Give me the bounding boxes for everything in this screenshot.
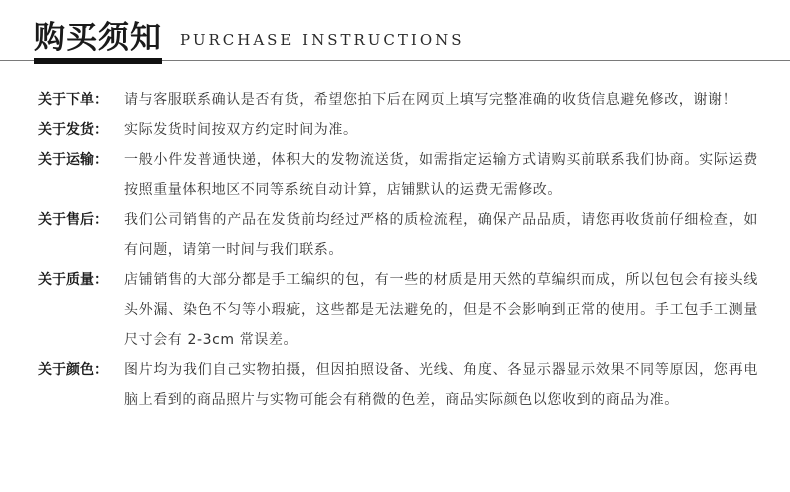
instruction-order	[38, 85, 758, 115]
instruction-color	[38, 355, 758, 415]
instruction-label: 关于颜色：	[38, 362, 108, 378]
instruction-label: 关于质量：	[38, 272, 108, 288]
instruction-text: 我们公司销售的产品在发货前均经过严格的质检流程，确保产品品质，请您再收货前仔细检查，如有问题，请第一时间与我们联系。	[124, 212, 758, 258]
instruction-label: 关于发货：	[38, 122, 108, 138]
instruction-text: 店铺销售的大部分都是手工编织的包，有一些的材质是用天然的草编织而成，所以包包会有接头线头外漏、染色不匀等小瑕疵，这些都是无法避免的，但是不会影响到正常的使用。手工包手工测量尺寸会有 2-3cm 常误差。	[124, 272, 758, 348]
page-subtitle: PURCHASE INSTRUCTIONS	[180, 31, 465, 49]
instruction-after-sales	[38, 205, 758, 265]
instruction-label: 关于下单：	[38, 92, 108, 108]
instruction-text: 图片均为我们自己实物拍摄，但因拍照设备、光线、角度、各显示器显示效果不同等原因，您再电脑上看到的商品照片与实物可能会有稍微的色差，商品实际颜色以您收到的商品为准。	[124, 362, 758, 408]
instruction-text: 实际发货时间按双方约定时间为准。	[124, 122, 358, 138]
instruction-transport	[38, 145, 758, 205]
instruction-label: 关于售后：	[38, 212, 108, 228]
instruction-text: 一般小件发普通快递，体积大的发物流送货，如需指定运输方式请购买前联系我们协商。实际运费按照重量体积地区不同等系统自动计算，店铺默认的运费无需修改。	[124, 152, 758, 198]
title-underline-bar	[34, 58, 162, 64]
page-title: 购买须知	[34, 20, 162, 56]
instruction-label: 关于运输：	[38, 152, 108, 168]
instruction-text: 请与客服联系确认是否有货，希望您拍下后在网页上填写完整准确的收货信息避免修改，谢谢！	[124, 92, 738, 108]
instruction-quality	[38, 265, 758, 355]
page-header	[0, 0, 790, 70]
instructions-list	[38, 85, 758, 415]
instruction-shipping	[38, 115, 758, 145]
